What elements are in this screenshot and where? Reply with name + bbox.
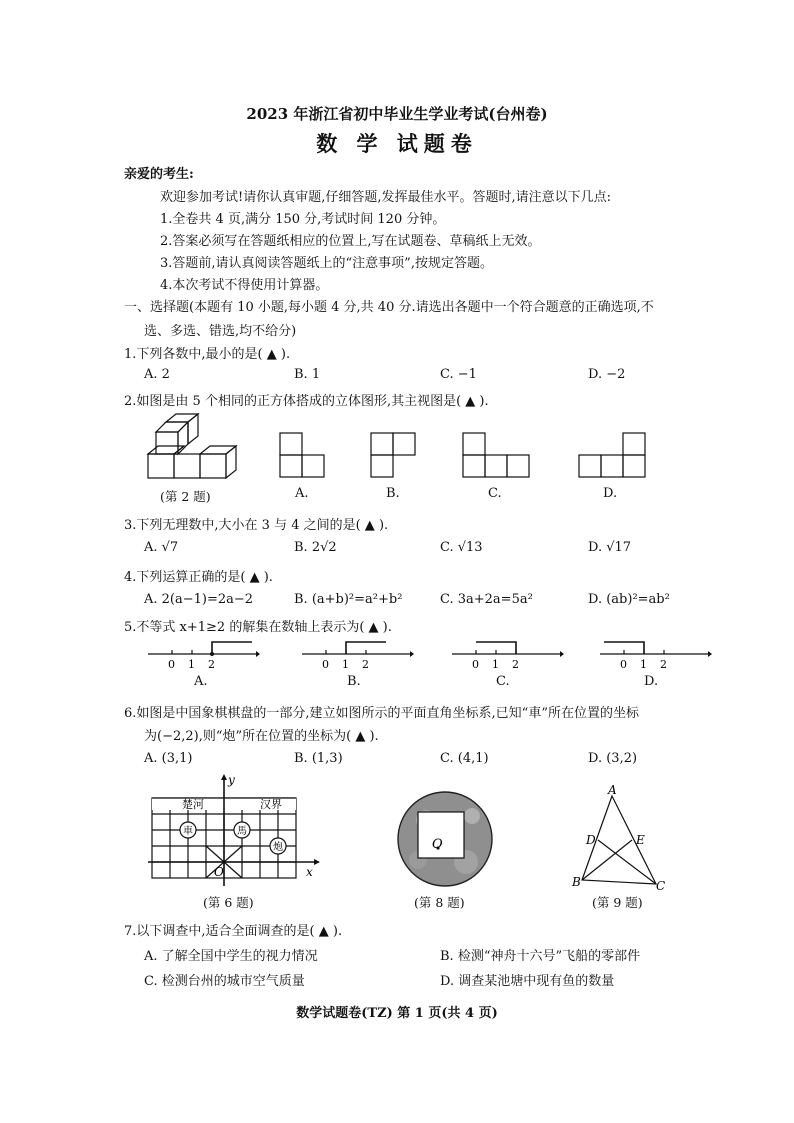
q5-option-b-label: B.	[347, 674, 361, 689]
notice-greeting: 亲爱的考生:	[124, 167, 194, 182]
exam-title: 2023 年浙江省初中毕业生学业考试(台州卷)	[246, 105, 548, 123]
q2-option-d-label: D.	[603, 486, 618, 501]
q6-option-a: A. (3,1)	[144, 751, 193, 766]
notice-intro: 欢迎参加考试!请你认真审题,仔细答题,发挥最佳水平。答题时,请注意以下几点:	[160, 190, 612, 205]
piece-ma: 馬	[237, 826, 247, 837]
q1-option-c: C. −1	[440, 367, 477, 382]
notice-item: 2.答案必须写在答题纸相应的位置上,写在试题卷、草稿纸上无效。	[160, 234, 541, 249]
q5-option-b-numberline	[302, 640, 414, 672]
q4-option-c: C. 3a+2a=5a²	[440, 592, 533, 607]
q2-option-a-label: A.	[295, 486, 309, 501]
notice-item: 3.答题前,请认真阅读答题纸上的“注意事项”,按规定答题。	[160, 256, 493, 271]
q6-stem-line2: 为(−2,2),则“炮”所在位置的坐标为( ▲ ).	[144, 729, 379, 744]
q2-option-d-view	[579, 433, 647, 479]
q5-a-tick-0: 0	[168, 658, 175, 671]
notice-item: 1.全卷共 4 页,满分 150 分,考试时间 120 分钟。	[160, 212, 446, 227]
q5-b-tick-0: 0	[322, 658, 329, 671]
q5-d-tick-2: 2	[660, 658, 667, 671]
origin-label: O	[214, 865, 224, 879]
section-heading-cont: 选、多选、错选,均不给分)	[144, 324, 297, 339]
q5-option-d-numberline	[600, 640, 712, 672]
q7-option-d: D. 调查某池塘中现有鱼的数量	[440, 974, 615, 989]
q3-option-b: B. 2√2	[294, 540, 337, 555]
q5-option-c-numberline	[452, 640, 564, 672]
fig9-label-d: D	[586, 833, 596, 847]
q1-stem: 1.下列各数中,最小的是( ▲ ).	[124, 347, 291, 362]
q6-option-b: B. (1,3)	[294, 751, 343, 766]
notice-item: 4.本次考试不得使用计算器。	[160, 278, 329, 293]
q5-stem: 5.不等式 x+1≥2 的解集在数轴上表示为( ▲ ).	[124, 620, 392, 635]
q2-option-a-view	[280, 433, 326, 479]
q5-option-c-label: C.	[496, 674, 510, 689]
exam-subtitle: 数 学 试题卷	[316, 131, 478, 156]
q5-option-a-numberline	[148, 640, 260, 672]
q2-option-c-label: C.	[488, 486, 502, 501]
q5-c-tick-0: 0	[472, 658, 479, 671]
q3-stem: 3.下列无理数中,大小在 3 与 4 之间的是( ▲ ).	[124, 518, 389, 533]
q4-option-b: B. (a+b)²=a²+b²	[294, 592, 403, 607]
q3-option-c: C. √13	[440, 540, 483, 555]
q1-option-a: A. 2	[144, 367, 170, 382]
q5-c-tick-2: 2	[512, 658, 519, 671]
section-heading: 一、选择题(本题有 10 小题,每小题 4 分,共 40 分.请选出各题中一个符合题意的正确选项,不	[124, 300, 654, 315]
q5-b-tick-1: 1	[342, 658, 349, 671]
q3-option-a: A. √7	[144, 540, 179, 555]
q5-d-tick-0: 0	[620, 658, 627, 671]
q9-fig-caption: (第 9 题)	[592, 895, 643, 910]
fig9-label-b: B	[572, 875, 581, 889]
q4-option-a: A. 2(a−1)=2a−2	[144, 592, 254, 607]
q6-stem-line1: 6.如图是中国象棋棋盘的一部分,建立如图所示的平面直角坐标系,已知“車”所在位置的坐标	[124, 706, 639, 721]
q6-chessboard-figure	[148, 774, 320, 886]
q6-fig-caption: (第 6 题)	[203, 895, 254, 910]
q2-stem: 2.如图是由 5 个相同的正方体搭成的立体图形,其主视图是( ▲ ).	[124, 394, 489, 409]
q1-option-d: D. −2	[588, 367, 626, 382]
fig9-label-a: A	[608, 783, 617, 797]
piece-pao: 炮	[273, 842, 283, 853]
q6-option-d: D. (3,2)	[588, 751, 638, 766]
q6-option-c: C. (4,1)	[440, 751, 489, 766]
q5-d-tick-1: 1	[640, 658, 647, 671]
q7-option-a: A. 了解全国中学生的视力情况	[144, 949, 318, 964]
q2-option-b-label: B.	[386, 486, 400, 501]
q5-b-tick-2: 2	[362, 658, 369, 671]
q5-option-d-label: D.	[644, 674, 659, 689]
river-right-label: 汉界	[260, 798, 282, 811]
fig8-center-label: O	[432, 837, 443, 852]
q3-option-d: D. √17	[588, 540, 632, 555]
fig9-label-e: E	[636, 833, 645, 847]
q2-option-c-view	[463, 433, 531, 479]
q2-figure-cubes	[144, 414, 244, 484]
river-left-label: 楚河	[182, 798, 204, 811]
q2-option-b-view	[371, 433, 417, 479]
q5-option-a-label: A.	[194, 674, 208, 689]
x-axis-label: x	[306, 865, 313, 879]
q5-c-tick-1: 1	[492, 658, 499, 671]
q8-fig-caption: (第 8 题)	[414, 895, 465, 910]
q1-option-b: B. 1	[294, 367, 321, 382]
q9-figure-triangle	[570, 783, 670, 893]
fig9-label-c: C	[656, 879, 666, 893]
q2-fig-caption: (第 2 题)	[160, 489, 211, 504]
q5-a-tick-1: 1	[188, 658, 195, 671]
q8-figure-disk	[396, 790, 494, 888]
piece-che: 車	[183, 826, 193, 837]
q7-option-c: C. 检测台州的城市空气质量	[144, 974, 305, 989]
q5-a-tick-2: 2	[208, 658, 215, 671]
q4-stem: 4.下列运算正确的是( ▲ ).	[124, 570, 273, 585]
q7-stem: 7.以下调查中,适合全面调查的是( ▲ ).	[124, 924, 343, 939]
y-axis-label: y	[228, 773, 235, 787]
q4-option-d: D. (ab)²=ab²	[588, 592, 670, 607]
q7-option-b: B. 检测“神舟十六号”飞船的零部件	[440, 949, 641, 964]
page-footer: 数学试题卷(TZ) 第 1 页(共 4 页)	[296, 1006, 498, 1021]
